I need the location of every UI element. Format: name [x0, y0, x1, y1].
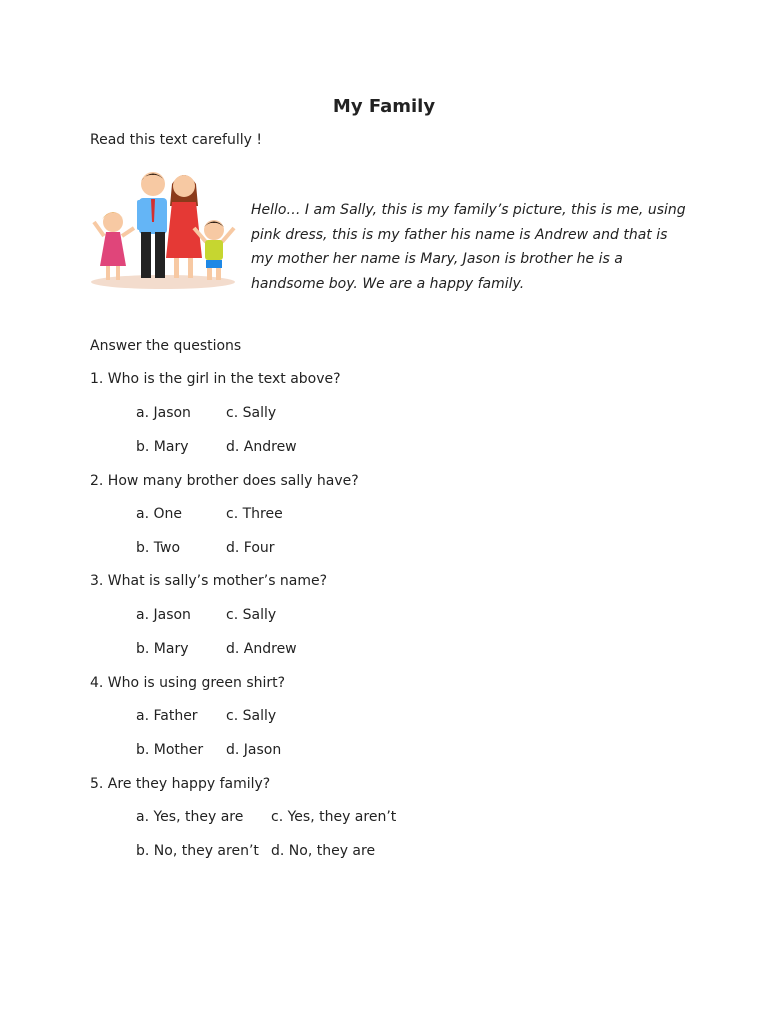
q3-option-b: b. Mary [136, 641, 189, 657]
question-4: 4. Who is using green shirt? [90, 675, 286, 691]
mother-figure [166, 175, 202, 278]
family-illustration [88, 162, 238, 294]
q3-option-c: c. Sally [226, 607, 277, 623]
q1-option-d: d. Andrew [226, 439, 297, 455]
story-paragraph: Hello… I am Sally, this is my family’s picture, this is me, using pink dress, this is my father his name is Andrew and that is my mother her name is Mary, Jason is brother he is a handsome boy. We are a happy family. [251, 202, 686, 292]
girl-figure [94, 212, 134, 280]
question-5: 5. Are they happy family? [90, 776, 271, 792]
father-figure [137, 172, 167, 278]
instruction-text: Read this text carefully ! [90, 132, 262, 148]
q1-option-c: c. Sally [226, 405, 277, 421]
question-1: 1. Who is the girl in the text above? [90, 371, 341, 387]
page-title: My Family [332, 96, 436, 117]
q4-option-d: d. Jason [226, 742, 282, 758]
q5-option-a: a. Yes, they are [136, 809, 244, 825]
q5-option-d: d. No, they are [271, 843, 376, 859]
answer-heading: Answer the questions [90, 338, 242, 354]
q5-option-b: b. No, they aren’t [136, 843, 259, 859]
q4-option-c: c. Sally [226, 708, 277, 724]
q1-option-a: a. Jason [136, 405, 191, 421]
question-2: 2. How many brother does sally have? [90, 473, 359, 489]
q2-option-c: c. Three [226, 506, 283, 522]
q5-option-c: c. Yes, they aren’t [271, 809, 397, 825]
q3-option-a: a. Jason [136, 607, 191, 623]
q4-option-b: b. Mother [136, 742, 204, 758]
question-3: 3. What is sally’s mother’s name? [90, 573, 328, 589]
q4-option-a: a. Father [136, 708, 198, 724]
q2-option-b: b. Two [136, 540, 181, 556]
q2-option-d: d. Four [226, 540, 275, 556]
q1-option-b: b. Mary [136, 439, 189, 455]
q2-option-a: a. One [136, 506, 182, 522]
q3-option-d: d. Andrew [226, 641, 297, 657]
